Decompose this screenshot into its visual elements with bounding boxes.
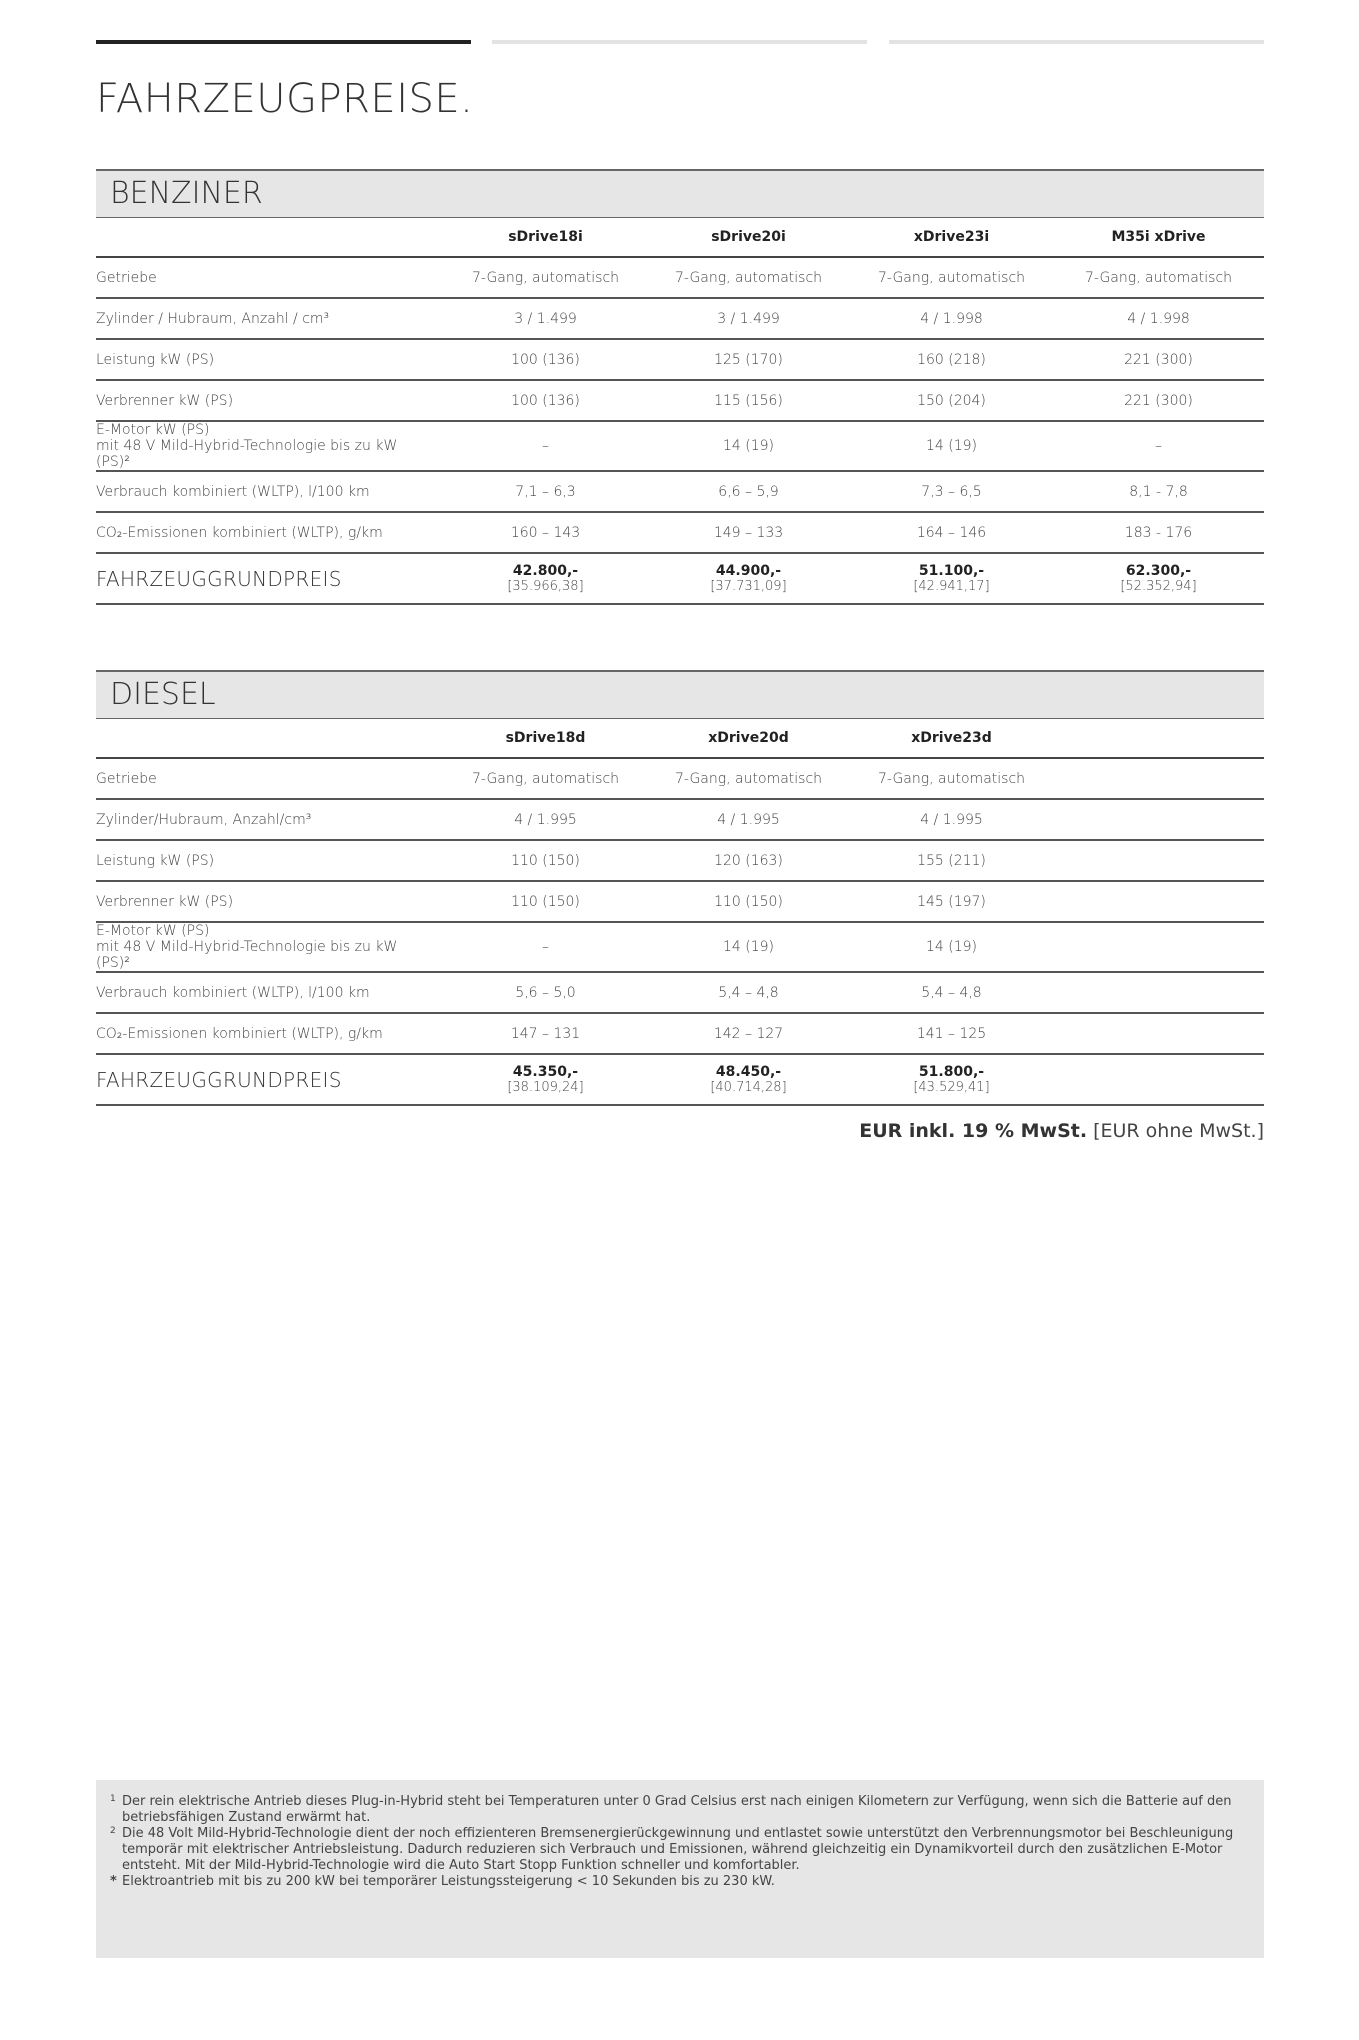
price-net: [37.731,09]	[710, 578, 787, 594]
row-label: Verbrauch kombiniert (WLTP), l/100 km	[96, 472, 444, 513]
table-cell: 164 – 146	[850, 513, 1053, 554]
table-cell: 149 – 133	[647, 513, 850, 554]
row-label: Zylinder / Hubraum, Anzahl / cm³	[96, 299, 444, 340]
table-cell: 110 (150)	[647, 882, 850, 923]
row-label-subline: mit 48 V Mild-Hybrid-Technologie bis zu kW (PS)²	[96, 438, 398, 470]
table-cell: 110 (150)	[444, 882, 647, 923]
column-header-empty	[96, 719, 444, 759]
row-label: CO₂-Emissionen kombiniert (WLTP), g/km	[96, 1014, 444, 1055]
table-cell: 150 (204)	[850, 381, 1053, 422]
price-gross: 42.800,-	[512, 562, 579, 579]
table-row	[96, 973, 1264, 1014]
table-cell: 221 (300)	[1053, 340, 1264, 381]
table-cell: 7-Gang, automatisch	[647, 759, 850, 800]
table-cell: 7-Gang, automatisch	[647, 258, 850, 299]
table-cell: 183 - 176	[1053, 513, 1264, 554]
table-row	[96, 800, 1264, 841]
price-net: [40.714,28]	[710, 1079, 787, 1095]
table-row	[96, 882, 1264, 923]
table-row	[96, 841, 1264, 882]
footnote	[110, 1826, 1250, 1874]
price-net: [43.529,41]	[913, 1079, 990, 1095]
table-cell: 160 (218)	[850, 340, 1053, 381]
table-cell: 14 (19)	[647, 923, 850, 973]
table-cell: 7-Gang, automatisch	[850, 258, 1053, 299]
price-gross: 62.300,-	[1125, 562, 1192, 579]
table-cell: 7,3 – 6,5	[850, 472, 1053, 513]
table-row	[96, 923, 1264, 973]
table-cell: 147 – 131	[444, 1014, 647, 1055]
table-row	[96, 381, 1264, 422]
table-cell: –	[444, 923, 647, 973]
table-row	[96, 472, 1264, 513]
row-label-line: E-Motor kW (PS)	[96, 923, 210, 939]
table-cell: –	[1053, 422, 1264, 472]
progress-segment	[889, 40, 1264, 44]
column-header: xDrive20d	[647, 719, 850, 759]
price-label: FAHRZEUGGRUNDPREIS	[96, 1055, 444, 1106]
row-label: Leistung kW (PS)	[96, 340, 444, 381]
table-cell: 5,4 – 4,8	[647, 973, 850, 1014]
price-gross: 48.450,-	[715, 1063, 782, 1080]
table-cell: 14 (19)	[850, 923, 1053, 973]
row-label: Verbrenner kW (PS)	[96, 381, 444, 422]
row-label: Verbrenner kW (PS)	[96, 882, 444, 923]
footnote-mark: 2	[110, 1826, 116, 1836]
vat-note-normal: [EUR ohne MwSt.]	[1087, 1120, 1264, 1142]
price-gross: 51.100,-	[918, 562, 985, 579]
row-label: Zylinder/Hubraum, Anzahl/cm³	[96, 800, 444, 841]
column-header: sDrive18i	[444, 218, 647, 258]
table-cell-empty	[1053, 973, 1264, 1014]
row-label	[96, 923, 444, 973]
footnotes-box	[96, 1780, 1264, 1958]
price-cell	[647, 554, 850, 605]
table-row	[96, 299, 1264, 340]
table-row	[96, 759, 1264, 800]
column-header: sDrive18d	[444, 719, 647, 759]
row-label: Getriebe	[96, 759, 444, 800]
row-label: Getriebe	[96, 258, 444, 299]
price-cell	[444, 554, 647, 605]
table-cell: 160 – 143	[444, 513, 647, 554]
price-cell	[647, 1055, 850, 1106]
table-cell: 4 / 1.995	[850, 800, 1053, 841]
footnote-text: Die 48 Volt Mild-Hybrid-Technologie dient der noch effizienteren Bremsenergierückgewinnung und entlastet sowie unterstützt den Verbrennungsmotor bei Beschleunigung temporär mit elektrischer Antriebsleistung. Dadurch reduzieren sich Verbrauch und Emissionen, während gleichzeitig ein Dynamikvorteil durch den zusätzlichen E-Motor entsteht. Mit der Mild-Hybrid-Technologie wird die Auto Start Stopp Funktion schneller und komfortabler.	[122, 1826, 1234, 1873]
price-net: [38.109,24]	[507, 1079, 584, 1095]
benziner-table	[96, 218, 1264, 605]
price-cell	[850, 1055, 1053, 1106]
diesel-section	[96, 670, 1264, 1106]
price-row	[96, 1055, 1264, 1106]
table-cell: 7-Gang, automatisch	[1053, 258, 1264, 299]
column-header: xDrive23d	[850, 719, 1053, 759]
table-cell: 155 (211)	[850, 841, 1053, 882]
table-cell: 3 / 1.499	[444, 299, 647, 340]
table-cell: 125 (170)	[647, 340, 850, 381]
table-cell: 4 / 1.995	[647, 800, 850, 841]
price-cell	[1053, 554, 1264, 605]
table-cell: 14 (19)	[850, 422, 1053, 472]
price-net: [42.941,17]	[913, 578, 990, 594]
table-cell-empty	[1053, 923, 1264, 973]
table-cell: 7-Gang, automatisch	[850, 759, 1053, 800]
table-cell: 100 (136)	[444, 381, 647, 422]
table-cell: 3 / 1.499	[647, 299, 850, 340]
row-label-subline: mit 48 V Mild-Hybrid-Technologie bis zu kW (PS)²	[96, 939, 398, 971]
table-cell: 4 / 1.995	[444, 800, 647, 841]
table-cell-empty	[1053, 841, 1264, 882]
price-row	[96, 554, 1264, 605]
price-cell	[850, 554, 1053, 605]
table-cell-empty	[1053, 759, 1264, 800]
table-cell: 145 (197)	[850, 882, 1053, 923]
table-cell: 100 (136)	[444, 340, 647, 381]
row-label: Leistung kW (PS)	[96, 841, 444, 882]
table-cell-empty	[1053, 1014, 1264, 1055]
table-cell: 7-Gang, automatisch	[444, 258, 647, 299]
row-label-line: E-Motor kW (PS)	[96, 422, 210, 438]
table-cell: 14 (19)	[647, 422, 850, 472]
table-cell: 5,4 – 4,8	[850, 973, 1053, 1014]
vat-note-bold: EUR inkl. 19 % MwSt.	[859, 1120, 1088, 1142]
price-net: [35.966,38]	[507, 578, 584, 594]
table-cell-empty	[1053, 1055, 1264, 1106]
table-cell: 7-Gang, automatisch	[444, 759, 647, 800]
diesel-table	[96, 719, 1264, 1106]
table-cell: 4 / 1.998	[850, 299, 1053, 340]
progress-segment-active	[96, 40, 471, 44]
table-cell-empty	[1053, 800, 1264, 841]
footnote-mark: 1	[110, 1794, 116, 1804]
footnote	[110, 1874, 1250, 1890]
table-header-row	[96, 218, 1264, 258]
table-cell: 5,6 – 5,0	[444, 973, 647, 1014]
table-header-row	[96, 719, 1264, 759]
price-gross: 44.900,-	[715, 562, 782, 579]
table-row	[96, 422, 1264, 472]
table-cell-empty	[1053, 882, 1264, 923]
row-label: Verbrauch kombiniert (WLTP), l/100 km	[96, 973, 444, 1014]
column-header: M35i xDrive	[1053, 218, 1264, 258]
footnote-mark: *	[110, 1874, 117, 1889]
price-label: FAHRZEUGGRUNDPREIS	[96, 554, 444, 605]
column-header-empty	[96, 218, 444, 258]
page-title: FAHRZEUGPREISE.	[96, 76, 474, 122]
table-cell: 6,6 – 5,9	[647, 472, 850, 513]
footnote-text: Der rein elektrische Antrieb dieses Plug-in-Hybrid steht bei Temperaturen unter 0 Grad Celsius erst nach einigen Kilometern zur Verfügung, wenn sich die Batterie auf den betriebsfähigen Zustand erwärmt hat.	[122, 1794, 1232, 1825]
section-title: DIESEL	[96, 670, 1264, 719]
price-gross: 45.350,-	[512, 1063, 579, 1080]
page-progress-indicator	[96, 40, 1264, 44]
table-cell: 120 (163)	[647, 841, 850, 882]
column-header: xDrive23i	[850, 218, 1053, 258]
column-header: sDrive20i	[647, 218, 850, 258]
table-cell: 7,1 – 6,3	[444, 472, 647, 513]
table-row	[96, 340, 1264, 381]
table-cell: –	[444, 422, 647, 472]
section-title: BENZINER	[96, 169, 1264, 218]
price-net: [52.352,94]	[1120, 578, 1197, 594]
table-cell: 221 (300)	[1053, 381, 1264, 422]
row-label: CO₂-Emissionen kombiniert (WLTP), g/km	[96, 513, 444, 554]
table-row	[96, 258, 1264, 299]
table-cell: 141 – 125	[850, 1014, 1053, 1055]
table-cell: 8,1 - 7,8	[1053, 472, 1264, 513]
column-header-empty	[1053, 719, 1264, 759]
table-cell: 4 / 1.998	[1053, 299, 1264, 340]
price-gross: 51.800,-	[918, 1063, 985, 1080]
row-label	[96, 422, 444, 472]
footnote-text: Elektroantrieb mit bis zu 200 kW bei temporärer Leistungssteigerung < 10 Sekunden bis zu 230 kW.	[122, 1874, 775, 1889]
benziner-section	[96, 169, 1264, 605]
vat-note	[859, 1120, 1264, 1142]
progress-segment	[492, 40, 867, 44]
table-cell: 142 – 127	[647, 1014, 850, 1055]
price-cell	[444, 1055, 647, 1106]
table-cell: 110 (150)	[444, 841, 647, 882]
footnote	[110, 1794, 1250, 1826]
table-cell: 115 (156)	[647, 381, 850, 422]
table-row	[96, 1014, 1264, 1055]
table-row	[96, 513, 1264, 554]
